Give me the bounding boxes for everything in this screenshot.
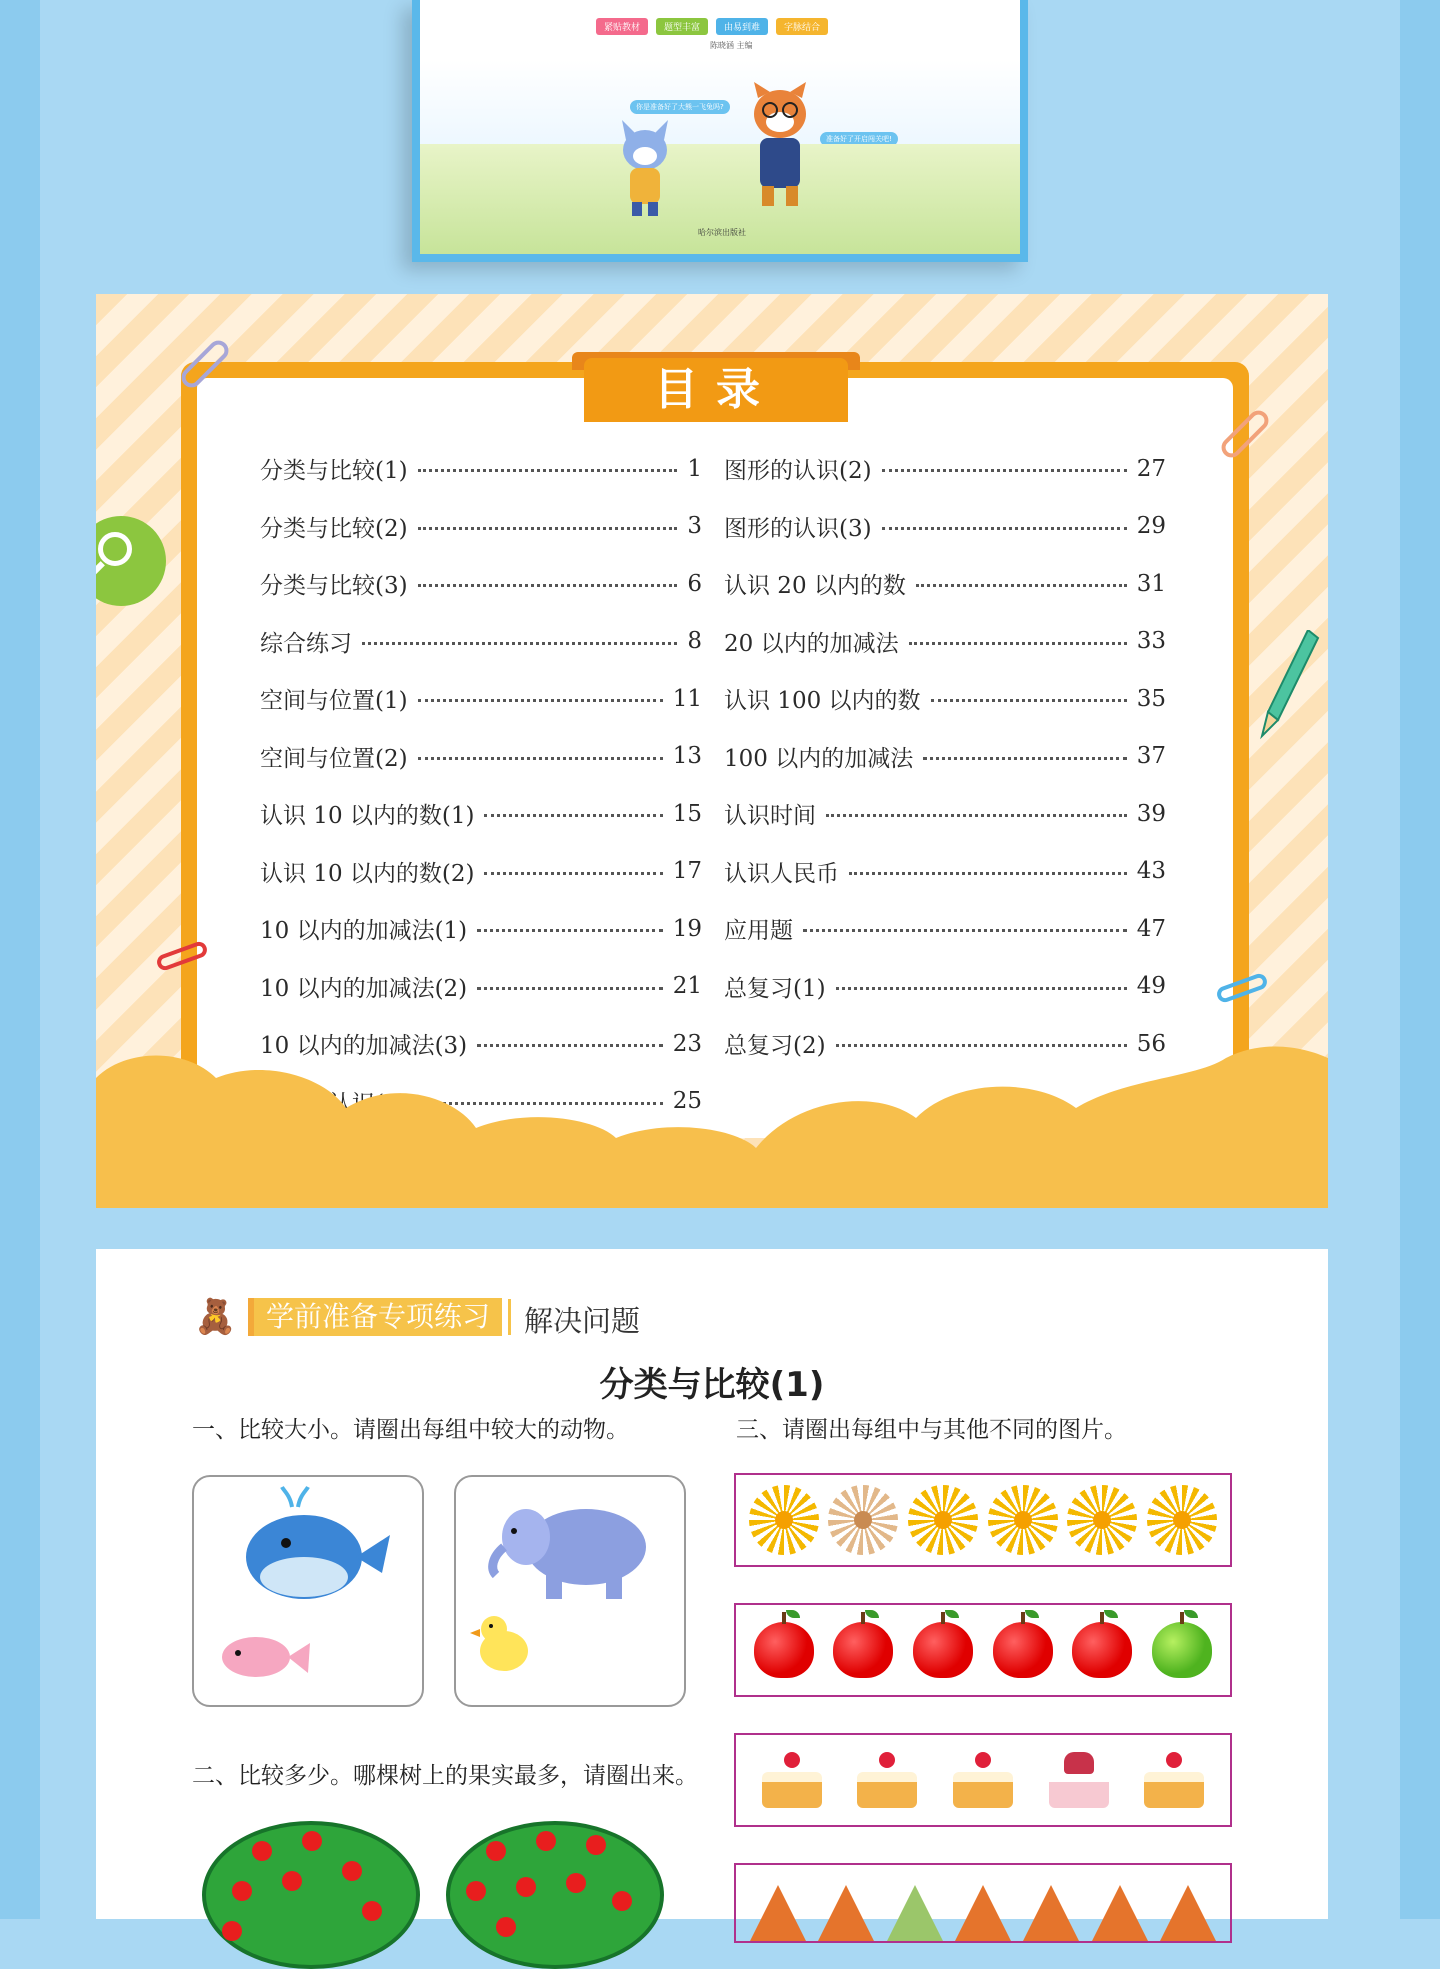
toc-entry-page: 27 xyxy=(1136,455,1166,482)
toc-entry-title: 图形的认识(3) xyxy=(724,515,872,542)
leaf-image[interactable] xyxy=(1160,1885,1216,1941)
toc-entry[interactable] xyxy=(260,958,702,1016)
toc-entry[interactable] xyxy=(724,555,1166,613)
fruit-tree-right[interactable] xyxy=(436,1801,666,1951)
toc-leader-dots xyxy=(931,699,1127,702)
teddy-bear-icon: 🧸 xyxy=(194,1297,237,1337)
toc-entry[interactable] xyxy=(260,498,702,556)
toc-entry-title: 综合练习 xyxy=(260,630,352,657)
cover-editor: 陈晓涵 主编 xyxy=(710,41,753,50)
toc-column-right xyxy=(724,440,1166,1073)
apple-image[interactable] xyxy=(913,1622,973,1678)
toc-entry-page: 29 xyxy=(1136,513,1166,540)
toc-entry[interactable] xyxy=(724,785,1166,843)
toc-leader-dots xyxy=(803,929,1127,932)
wolf-character-illustration xyxy=(610,120,680,220)
toc-entry[interactable] xyxy=(260,785,702,843)
toc-entry-title: 认识 100 以内的数 xyxy=(724,688,921,715)
cloud-decoration xyxy=(96,1038,1328,1208)
compare-box-elephant-chick[interactable] xyxy=(454,1475,686,1707)
speech-bubble-right: 准备好了开启闯关吧! xyxy=(820,132,898,146)
whale-and-fish-illustration xyxy=(194,1477,422,1705)
odd-one-out-row-flowers[interactable] xyxy=(734,1473,1232,1567)
toc-entry-title: 10 以内的加减法(3) xyxy=(260,1033,468,1060)
toc-entry-title: 分类与比较(3) xyxy=(260,573,408,600)
apple-image[interactable] xyxy=(1152,1622,1212,1678)
toc-entry-page: 43 xyxy=(1136,858,1166,885)
fox-character-illustration xyxy=(740,82,820,212)
leaf-image[interactable] xyxy=(955,1885,1011,1941)
publisher-name: 哈尔滨出版社 xyxy=(698,228,746,237)
toc-entry[interactable] xyxy=(260,728,702,786)
question-2: 二、比较多少。哪棵树上的果实最多，请圈出来。 xyxy=(192,1763,698,1789)
toc-entry-title: 图形的认识(2) xyxy=(724,458,872,485)
toc-entry-page: 15 xyxy=(672,800,702,827)
toc-entry[interactable] xyxy=(724,670,1166,728)
toc-entry-page: 8 xyxy=(687,628,702,655)
toc-entry-title: 10 以内的加减法(2) xyxy=(260,975,468,1002)
toc-entry-page: 31 xyxy=(1136,570,1166,597)
cover-tag: 题型丰富 xyxy=(656,18,708,35)
toc-entry-page: 21 xyxy=(672,973,702,1000)
toc-leader-dots xyxy=(418,757,663,760)
toc-entry[interactable] xyxy=(260,555,702,613)
toc-entry[interactable] xyxy=(260,670,702,728)
toc-leader-dots xyxy=(849,872,1127,875)
toc-entry-page: 3 xyxy=(687,513,702,540)
flower-image[interactable] xyxy=(908,1485,978,1555)
toc-leader-dots xyxy=(418,584,678,587)
toc-entry-page: 19 xyxy=(672,915,702,942)
toc-entry-title: 20 以内的加减法 xyxy=(724,630,899,657)
toc-entry-page: 6 xyxy=(687,570,702,597)
table-of-contents-panel xyxy=(96,294,1328,1208)
page-frame-left xyxy=(0,0,40,1919)
fruit-tree-left[interactable] xyxy=(192,1801,422,1951)
toc-entry[interactable] xyxy=(724,440,1166,498)
cover-tags xyxy=(596,18,828,35)
leaf-image[interactable] xyxy=(887,1885,943,1941)
toc-entry-page: 39 xyxy=(1136,800,1166,827)
toc-leader-dots xyxy=(909,642,1127,645)
toc-leader-dots xyxy=(477,987,663,990)
worksheet-category: 学前准备专项练习 xyxy=(248,1298,502,1336)
toc-entry[interactable] xyxy=(724,728,1166,786)
toc-leader-dots xyxy=(916,584,1127,587)
cover-tag: 紧贴教材 xyxy=(596,18,648,35)
cover-tag: 由易到难 xyxy=(716,18,768,35)
page-frame-right xyxy=(1400,0,1440,1919)
toc-leader-dots xyxy=(418,469,678,472)
cake-image[interactable] xyxy=(760,1748,824,1812)
toc-leader-dots xyxy=(923,757,1127,760)
leaf-image[interactable] xyxy=(750,1885,806,1941)
toc-entry[interactable] xyxy=(724,498,1166,556)
toc-entry-title: 总复习(1) xyxy=(724,975,826,1002)
elephant-and-chick-illustration xyxy=(456,1477,684,1705)
flower-image[interactable] xyxy=(1147,1485,1217,1555)
toc-entry-title: 分类与比较(1) xyxy=(260,458,408,485)
toc-entry-page: 49 xyxy=(1136,973,1166,1000)
cake-image[interactable] xyxy=(1047,1748,1111,1812)
toc-entry-page: 23 xyxy=(672,1030,702,1057)
toc-entry-title: 100 以内的加减法 xyxy=(724,745,914,772)
toc-entry-page: 1 xyxy=(687,455,702,482)
cover-tag: 字脉结合 xyxy=(776,18,828,35)
leaf-image[interactable] xyxy=(818,1885,874,1941)
toc-leader-dots xyxy=(836,987,1127,990)
toc-entry-page: 35 xyxy=(1136,685,1166,712)
leaf-image[interactable] xyxy=(1023,1885,1079,1941)
category-divider xyxy=(508,1299,511,1335)
odd-one-out-row-apples[interactable] xyxy=(734,1603,1232,1697)
toc-leader-dots xyxy=(882,527,1127,530)
worksheet-page xyxy=(96,1249,1328,1919)
toc-entry-page: 37 xyxy=(1136,743,1166,770)
toc-entry-title: 分类与比较(2) xyxy=(260,515,408,542)
toc-entry-title: 认识人民币 xyxy=(724,860,839,887)
apple-image[interactable] xyxy=(1072,1622,1132,1678)
compare-box-whale-fish[interactable] xyxy=(192,1475,424,1707)
toc-leader-dots xyxy=(882,469,1127,472)
toc-entry[interactable] xyxy=(260,613,702,671)
toc-entry[interactable] xyxy=(260,843,702,901)
apple-image[interactable] xyxy=(993,1622,1053,1678)
toc-entry-page: 33 xyxy=(1136,628,1166,655)
apple-image[interactable] xyxy=(833,1622,893,1678)
toc-entry-title: 应用题 xyxy=(724,918,793,945)
toc-leader-dots xyxy=(826,814,1127,817)
toc-entry-page: 13 xyxy=(672,743,702,770)
worksheet-title: 分类与比较(1) xyxy=(599,1365,825,1405)
toc-entry-title: 认识 10 以内的数(2) xyxy=(260,860,475,887)
toc-entry-page: 56 xyxy=(1136,1030,1166,1057)
toc-entry[interactable] xyxy=(724,613,1166,671)
toc-leader-dots xyxy=(418,699,663,702)
toc-leader-dots xyxy=(484,814,662,817)
speech-bubble-left: 你是准备好了大熊一飞兔吗? xyxy=(630,100,730,114)
toc-entry-page: 25 xyxy=(672,1088,702,1115)
toc-entry-page: 17 xyxy=(672,858,702,885)
toc-entry-page: 47 xyxy=(1136,915,1166,942)
toc-entry[interactable] xyxy=(724,843,1166,901)
question-3: 三、请圈出每组中与其他不同的图片。 xyxy=(736,1417,1127,1443)
question-1: 一、比较大小。请圈出每组中较大的动物。 xyxy=(192,1417,629,1443)
toc-entry-title: 总复习(2) xyxy=(724,1033,826,1060)
toc-heading: 目录 xyxy=(584,358,848,422)
leaf-image[interactable] xyxy=(1092,1885,1148,1941)
toc-leader-dots xyxy=(362,642,677,645)
worksheet-topic: 解决问题 xyxy=(524,1304,641,1338)
toc-entry-title: 认识时间 xyxy=(724,803,816,830)
cake-image[interactable] xyxy=(951,1748,1015,1812)
toc-entry-title: 空间与位置(1) xyxy=(260,688,408,715)
apple-image[interactable] xyxy=(754,1622,814,1678)
toc-entry-title: 认识 10 以内的数(1) xyxy=(260,803,475,830)
toc-entry[interactable] xyxy=(724,900,1166,958)
flower-image[interactable] xyxy=(749,1485,819,1555)
pencil-icon xyxy=(1260,630,1320,740)
toc-entry-title: 认识 20 以内的数 xyxy=(724,573,906,600)
toc-entry[interactable] xyxy=(260,440,702,498)
toc-entry-title: 10 以内的加减法(1) xyxy=(260,918,468,945)
flower-image[interactable] xyxy=(828,1485,898,1555)
magnifier-icon xyxy=(96,516,166,606)
toc-entry-page: 11 xyxy=(672,685,702,712)
cake-image[interactable] xyxy=(855,1748,919,1812)
toc-entry-title: 空间与位置(2) xyxy=(260,745,408,772)
flower-image[interactable] xyxy=(988,1485,1058,1555)
cake-image[interactable] xyxy=(1142,1748,1206,1812)
toc-leader-dots xyxy=(477,929,663,932)
toc-column-left xyxy=(260,440,702,1130)
toc-leader-dots xyxy=(418,527,678,530)
odd-one-out-row-leaves[interactable] xyxy=(734,1863,1232,1943)
odd-one-out-row-cakes[interactable] xyxy=(734,1733,1232,1827)
toc-leader-dots xyxy=(484,872,662,875)
toc-entry[interactable] xyxy=(260,900,702,958)
flower-image[interactable] xyxy=(1067,1485,1137,1555)
toc-entry[interactable] xyxy=(724,958,1166,1016)
book-cover xyxy=(412,0,1028,262)
